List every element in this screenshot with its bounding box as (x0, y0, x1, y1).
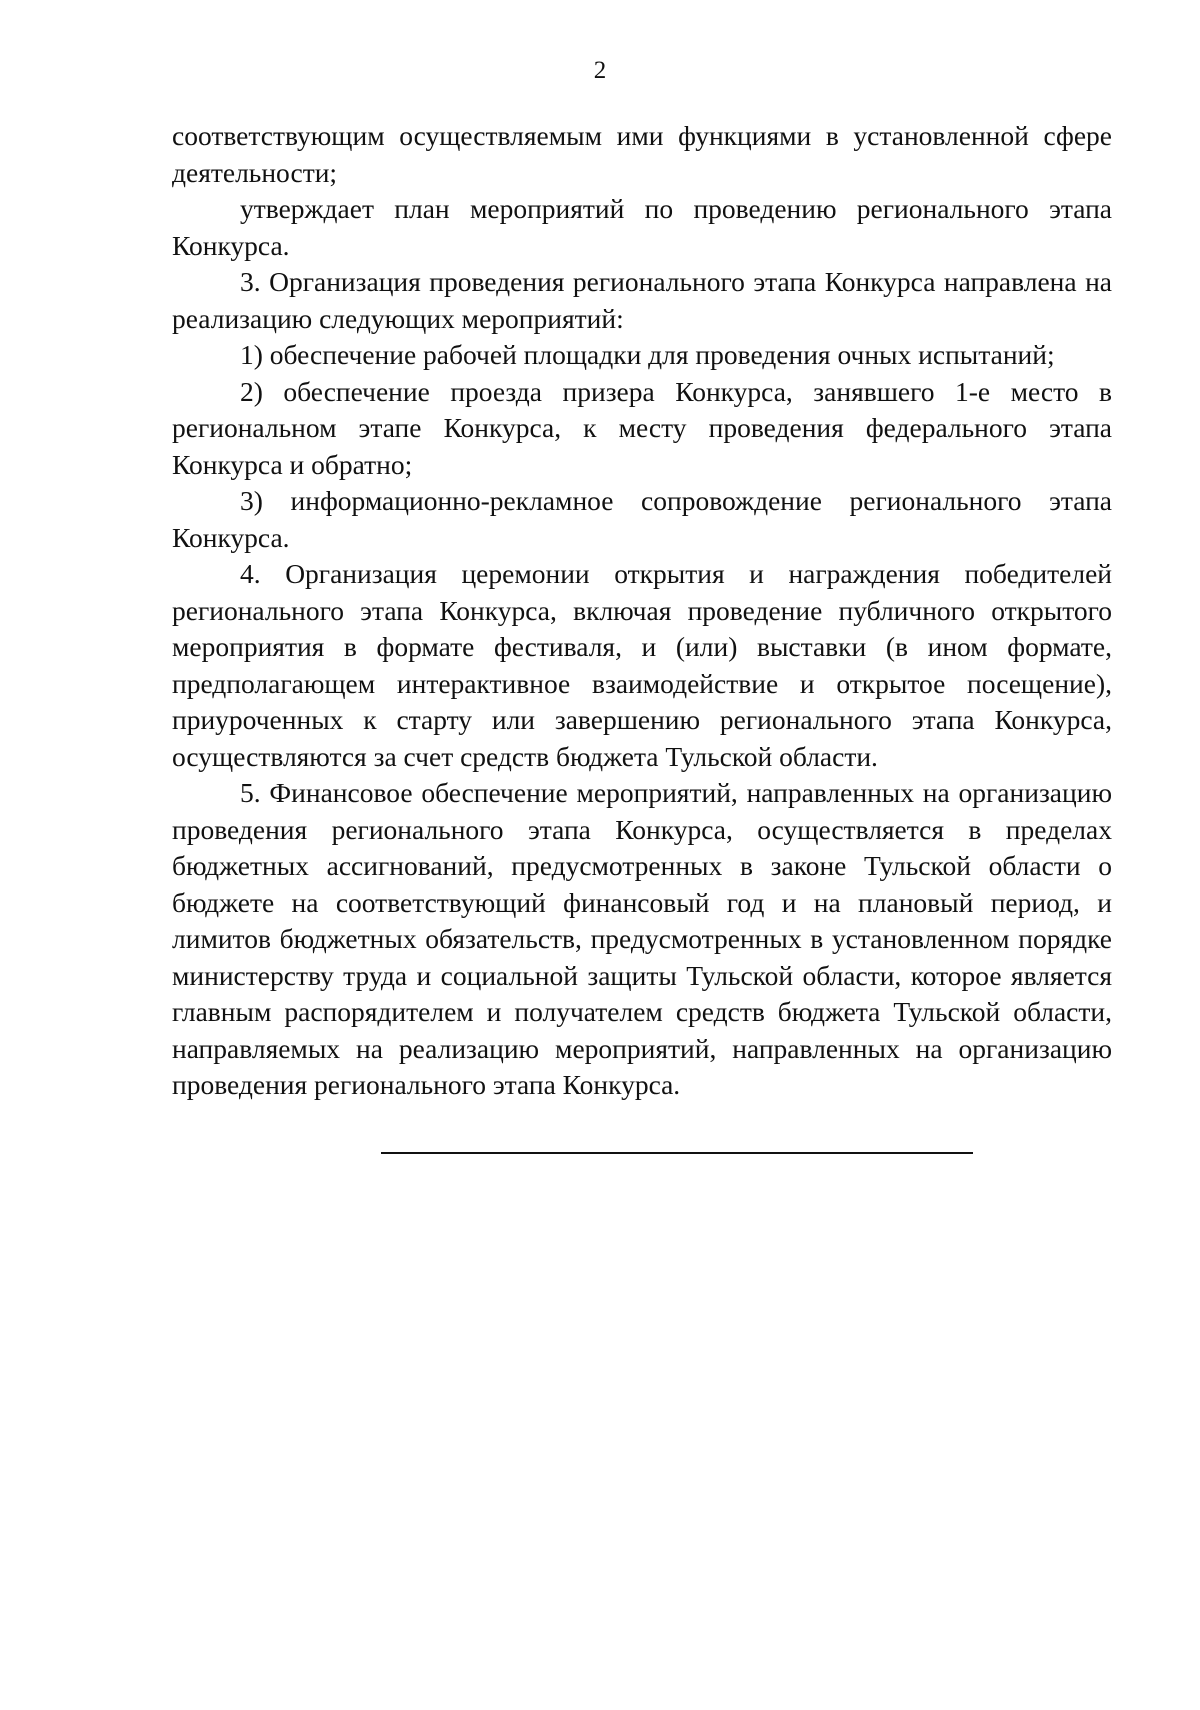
list-item-2: 2) обеспечение проезда призера Конкурса, занявшего 1-е место в региональном этапе Конкурса, к месту проведения федерального этапа Конкурса и обратно; (172, 375, 1112, 480)
document-body (172, 118, 1112, 1104)
page-number: 2 (593, 57, 607, 84)
list-item-3: 3) информационно-рекламное сопровождение регионального этапа Конкурса. (172, 485, 1112, 553)
paragraph-item-4: 4. Организация церемонии открытия и награждения победителей регионального этапа Конкурса, включая проведение публичного открытого мероприятия в формате фестиваля, и (или) выставки (в ином формате, предполагающем интерактивное взаимодействие и открытое посещение), приуроченных к старту или завершению регионального этапа Конкурса, осуществляются за счет средств бюджета Тульской области. (172, 558, 1112, 772)
paragraph-continuation: соответствующим осуществляемым ими функциями в установленной сфере деятельности; (172, 120, 1112, 188)
end-of-document-divider (381, 1152, 973, 1154)
paragraph-plan-approval: утверждает план мероприятий по проведению регионального этапа Конкурса. (172, 193, 1112, 261)
list-item-1: 1) обеспечение рабочей площадки для проведения очных испытаний; (240, 339, 1055, 370)
paragraph-item-5: 5. Финансовое обеспечение мероприятий, направленных на организацию проведения регионального этапа Конкурса, осуществляется в пределах бюджетных ассигнований, предусмотренных в законе Тульской области о бюджете на соответствующий финансовый год и на плановый период, и лимитов бюджетных обязательств, предусмотренных в установленном порядке министерству труда и социальной защиты Тульской области, которое является главным распорядителем и получателем средств бюджета Тульской области, направляемых на реализацию мероприятий, направленных на организацию проведения регионального этапа Конкурса. (172, 777, 1112, 1100)
paragraph-item-3: 3. Организация проведения регионального этапа Конкурса направлена на реализацию следующих мероприятий: (172, 266, 1112, 334)
